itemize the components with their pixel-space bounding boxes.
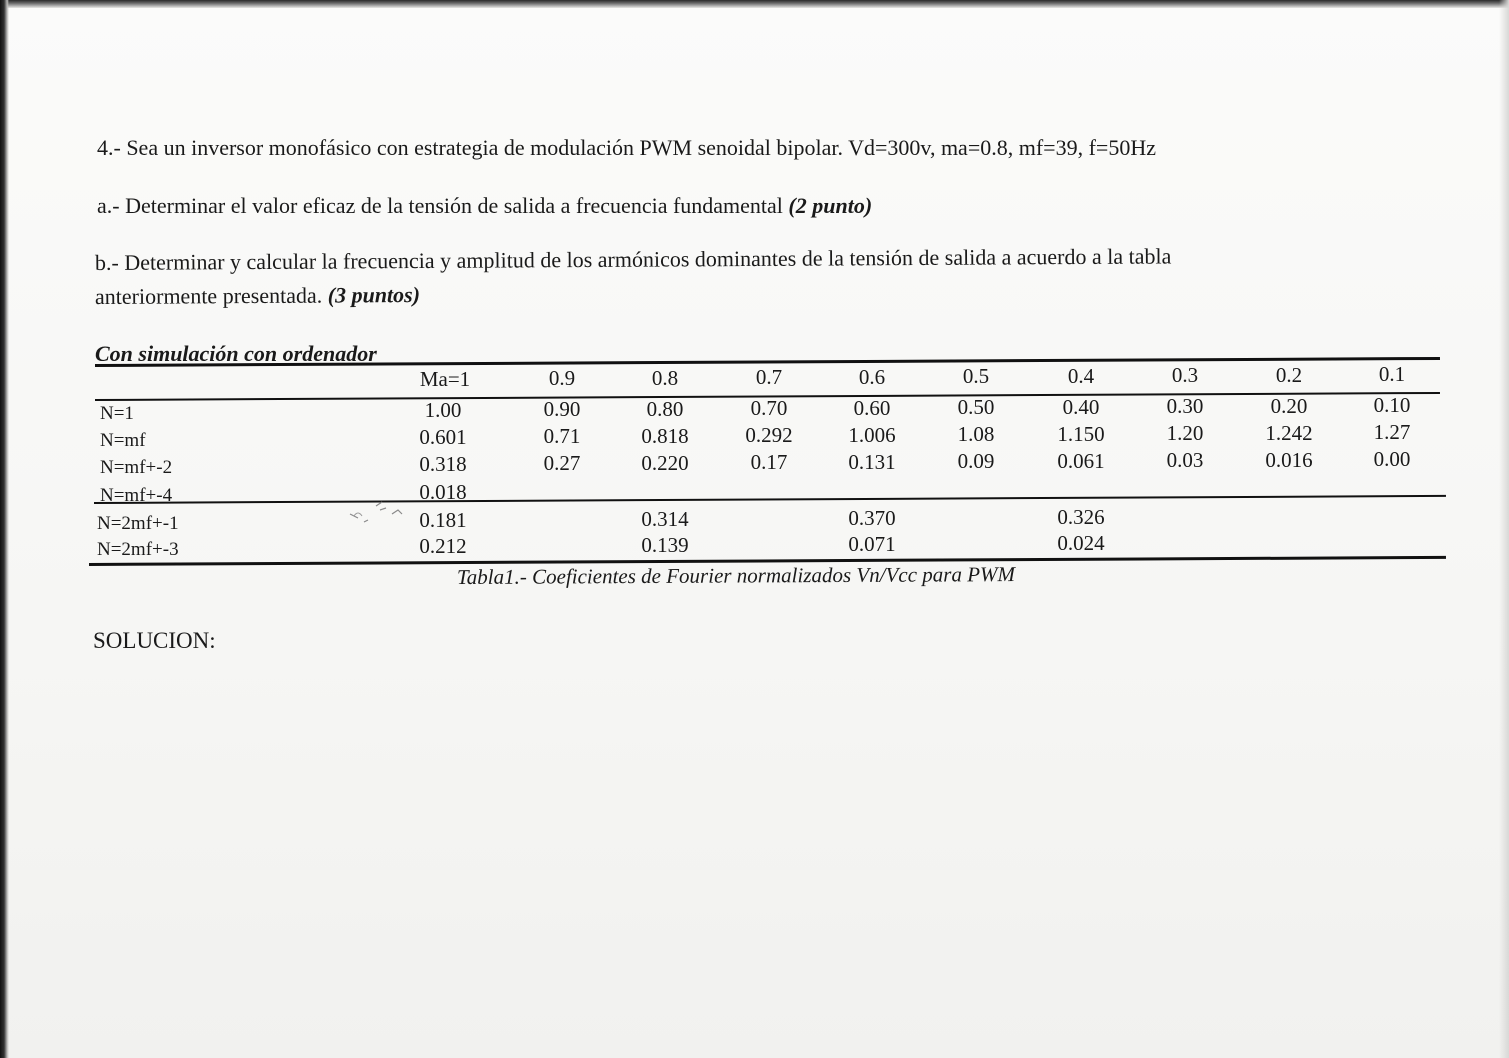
table-cell: 0.326 (1057, 504, 1105, 529)
row-label: N=1 (100, 403, 134, 424)
table-cell: 1.150 (1057, 421, 1105, 446)
table-cell: 0.60 (853, 395, 891, 420)
part-b-line-2 (95, 282, 420, 310)
part-b-text: anteriormente presentada. (94, 282, 328, 309)
table-cell: 0.80 (646, 396, 684, 421)
table-cell: 0.601 (419, 425, 467, 449)
table-cell: 0.00 (1373, 447, 1411, 472)
page-top-edge (0, 0, 1509, 8)
pencil-mark-icon (344, 496, 414, 532)
column-header: 0.8 (651, 365, 679, 390)
table-cell: 0.061 (1057, 448, 1105, 473)
table-cell: 0.212 (419, 534, 467, 558)
table-cell: 1.006 (848, 422, 896, 447)
page-right-shadow (1499, 0, 1509, 1058)
part-b-points: (3 puntos) (327, 282, 421, 308)
table-cell: 0.30 (1166, 394, 1204, 419)
part-a (97, 193, 872, 219)
row-label: N=2mf+-3 (97, 539, 179, 560)
table-cell: 1.242 (1265, 420, 1313, 445)
table-cell: 0.90 (543, 397, 581, 422)
table-cell: 0.016 (1265, 447, 1313, 472)
table-cell: 0.70 (750, 396, 788, 421)
table-cell: 1.27 (1373, 420, 1411, 445)
column-header: 0.7 (755, 365, 783, 390)
table-cell: 0.03 (1166, 448, 1204, 473)
column-header: 0.9 (548, 366, 576, 391)
table-cell: 0.10 (1373, 393, 1411, 418)
table-cell: 0.139 (641, 532, 689, 557)
table-cell: 0.318 (419, 452, 467, 476)
part-a-text: a.- Determinar el valor eficaz de la tensión de salida a frecuencia fundamental (97, 193, 789, 218)
table-cell: 0.20 (1270, 393, 1308, 418)
table-cell: 0.09 (957, 449, 995, 474)
table-cell: 0.40 (1062, 394, 1100, 419)
table-cell: 1.00 (424, 398, 462, 422)
table-cell: 0.181 (419, 508, 467, 532)
table-cell: 0.27 (543, 451, 581, 476)
table-cell: 0.220 (641, 450, 689, 475)
table-cell: 0.018 (419, 480, 467, 504)
table-cell: 0.131 (848, 449, 896, 474)
table-section-rule (94, 495, 1446, 504)
table-cell: 0.818 (641, 423, 689, 448)
page-left-edge (0, 0, 9, 1058)
row-label: N=2mf+-1 (97, 513, 179, 534)
table-heading: Con simulación con ordenador (95, 341, 377, 366)
solution-label: SOLUCION: (93, 628, 216, 653)
table-cell: 0.024 (1057, 530, 1105, 555)
table-cell: 0.50 (957, 395, 995, 420)
table-cell: 1.20 (1166, 421, 1204, 446)
table-cell: 1.08 (957, 422, 995, 447)
table-cell: 0.071 (848, 531, 896, 556)
column-header: Ma=1 (419, 367, 471, 391)
table-cell: 0.17 (750, 450, 788, 475)
table-cell: 0.71 (543, 424, 581, 449)
part-a-points: (2 punto) (788, 193, 873, 218)
row-label: N=mf+-2 (100, 457, 173, 478)
question-title: 4.- Sea un inversor monofásico con estrategia de modulación PWM senoidal bipolar. Vd=300v, ma=0.8, mf=39, f=50Hz (97, 135, 1156, 160)
column-header: 0.3 (1171, 363, 1199, 388)
table-caption: Tabla1.- Coeficientes de Fourier normalizados Vn/Vcc para PWM (456, 562, 1016, 589)
column-header: 0.5 (962, 364, 990, 389)
row-label: N=mf (100, 430, 146, 451)
part-b-line-1: b.- Determinar y calcular la frecuencia y amplitud de los armónicos dominantes de la tensión de salida a acuerdo a la tabla (94, 243, 1172, 275)
column-header: 0.4 (1067, 363, 1095, 388)
row-label: N=mf+-4 (100, 485, 173, 506)
column-header: 0.6 (858, 364, 886, 389)
table-cell: 0.292 (745, 423, 793, 448)
table-cell: 0.370 (848, 505, 896, 530)
table-cell: 0.314 (641, 506, 689, 531)
column-header: 0.1 (1378, 362, 1406, 387)
column-header: 0.2 (1275, 362, 1303, 387)
